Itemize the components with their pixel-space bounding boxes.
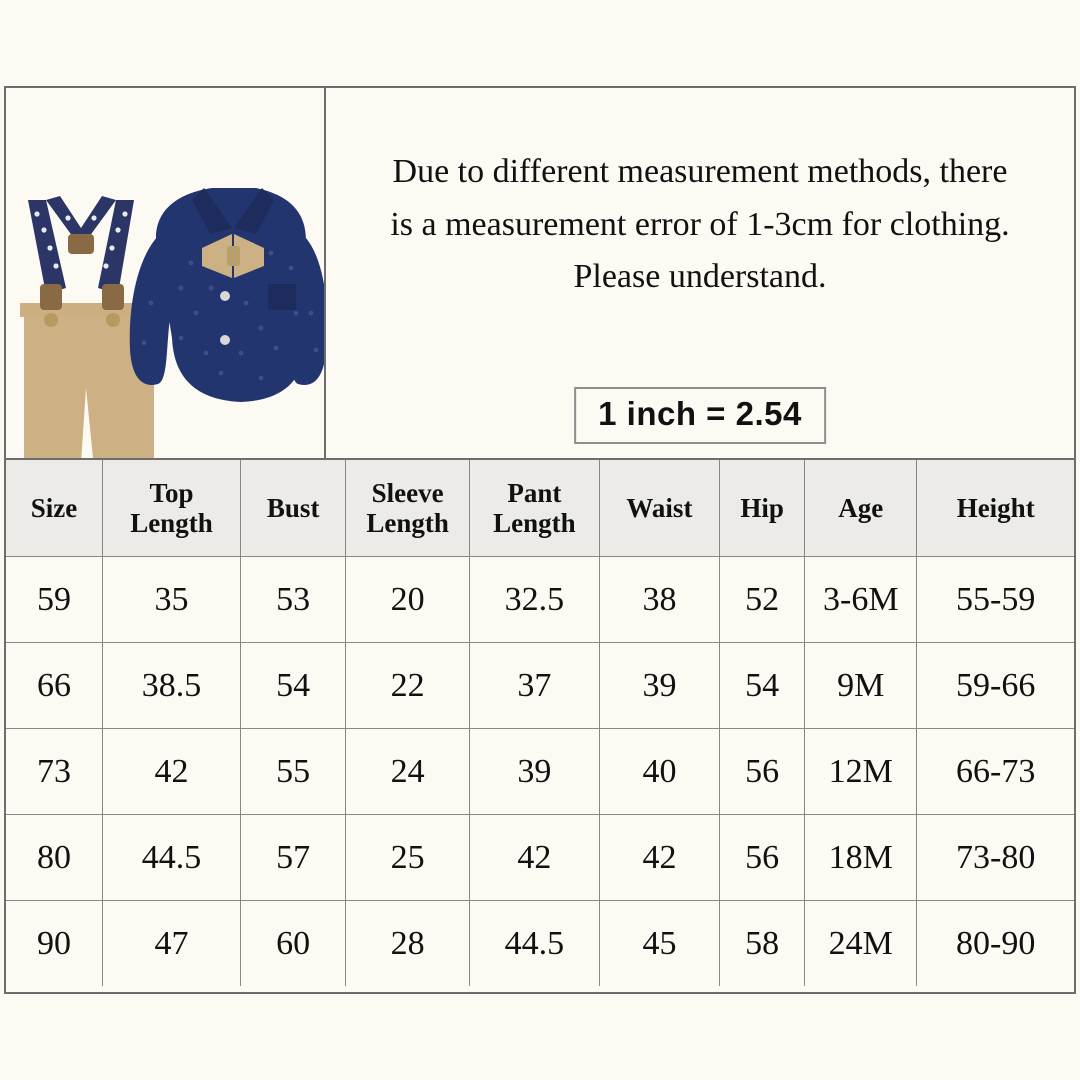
product-image-cell (6, 88, 326, 458)
cell-pant-length: 32.5 (469, 557, 599, 643)
table-row (6, 901, 1074, 987)
cell-sleeve-length: 25 (346, 815, 469, 901)
col-header-top-length: Top Length (102, 460, 240, 557)
chart-header-area (6, 88, 1074, 460)
cell-top-length: 44.5 (102, 815, 240, 901)
col-header-sleeve-length: Sleeve Length (346, 460, 469, 557)
cell-hip: 58 (719, 901, 804, 987)
col-header-size: Size (6, 460, 102, 557)
product-illustration (6, 88, 326, 458)
cell-top-length: 35 (102, 557, 240, 643)
cell-size: 73 (6, 729, 102, 815)
cell-age: 12M (805, 729, 917, 815)
cell-size: 90 (6, 901, 102, 987)
cell-bust: 55 (240, 729, 345, 815)
table-header-row (6, 460, 1074, 557)
cell-sleeve-length: 20 (346, 557, 469, 643)
cell-waist: 45 (599, 901, 719, 987)
cell-waist: 39 (599, 643, 719, 729)
cell-sleeve-length: 22 (346, 643, 469, 729)
col-header-waist: Waist (599, 460, 719, 557)
cell-pant-length: 39 (469, 729, 599, 815)
cell-age: 9M (805, 643, 917, 729)
cell-hip: 52 (719, 557, 804, 643)
measurement-note-text: Due to different measurement methods, there is a measurement error of 1-3cm for clothing. Please understand. (390, 153, 1010, 296)
cell-sleeve-length: 24 (346, 729, 469, 815)
cell-waist: 38 (599, 557, 719, 643)
cell-height: 59-66 (917, 643, 1074, 729)
cell-hip: 56 (719, 729, 804, 815)
cell-bust: 53 (240, 557, 345, 643)
cell-size: 80 (6, 815, 102, 901)
size-table (6, 460, 1074, 986)
cell-size: 66 (6, 643, 102, 729)
cell-age: 3-6M (805, 557, 917, 643)
cell-pant-length: 37 (469, 643, 599, 729)
table-row (6, 643, 1074, 729)
cell-pant-length: 44.5 (469, 901, 599, 987)
cell-top-length: 42 (102, 729, 240, 815)
col-header-bust: Bust (240, 460, 345, 557)
cell-hip: 54 (719, 643, 804, 729)
cell-waist: 42 (599, 815, 719, 901)
cell-age: 18M (805, 815, 917, 901)
cell-pant-length: 42 (469, 815, 599, 901)
cell-waist: 40 (599, 729, 719, 815)
cell-hip: 56 (719, 815, 804, 901)
cell-height: 66-73 (917, 729, 1074, 815)
inch-conversion-badge: 1 inch = 2.54 (574, 387, 826, 444)
cell-bust: 60 (240, 901, 345, 987)
cell-height: 80-90 (917, 901, 1074, 987)
cell-sleeve-length: 28 (346, 901, 469, 987)
cell-top-length: 38.5 (102, 643, 240, 729)
table-row (6, 557, 1074, 643)
table-row (6, 815, 1074, 901)
cell-bust: 57 (240, 815, 345, 901)
size-chart-card (4, 86, 1076, 994)
cell-height: 55-59 (917, 557, 1074, 643)
cell-top-length: 47 (102, 901, 240, 987)
col-header-hip: Hip (719, 460, 804, 557)
cell-height: 73-80 (917, 815, 1074, 901)
col-header-pant-length: Pant Length (469, 460, 599, 557)
cell-age: 24M (805, 901, 917, 987)
table-row (6, 729, 1074, 815)
cell-size: 59 (6, 557, 102, 643)
cell-bust: 54 (240, 643, 345, 729)
measurement-note-cell (326, 88, 1074, 458)
col-header-height: Height (917, 460, 1074, 557)
col-header-age: Age (805, 460, 917, 557)
